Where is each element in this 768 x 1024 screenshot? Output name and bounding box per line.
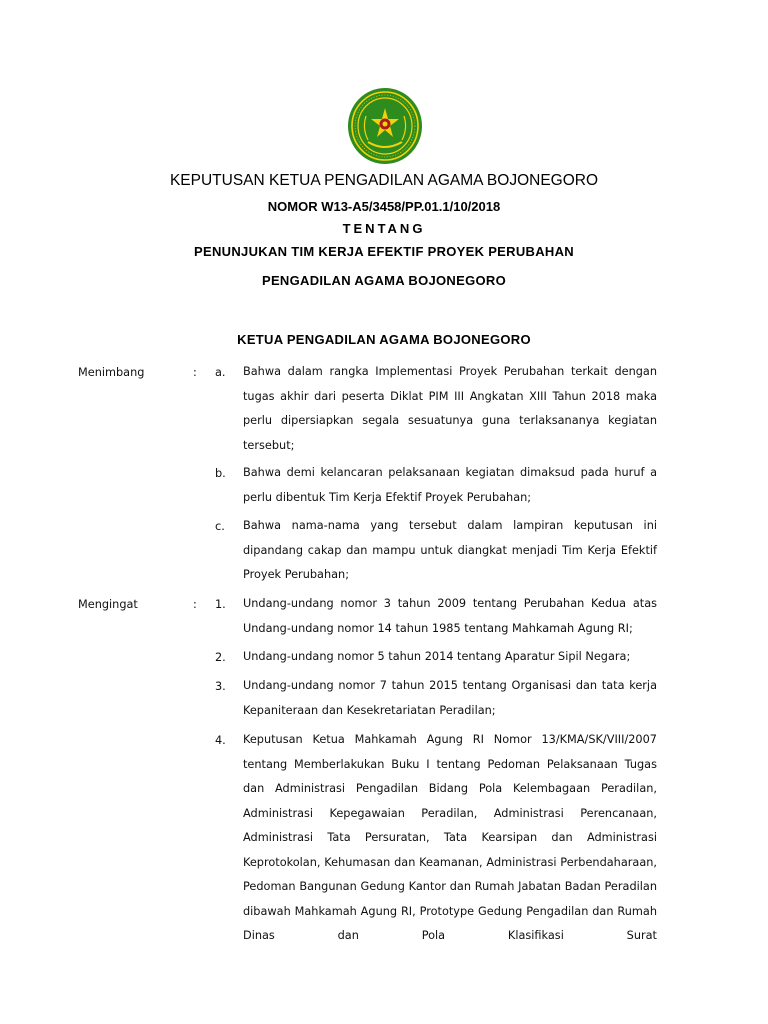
menimbang-label: Menimbang	[78, 366, 145, 379]
subject-line-1: PENUNJUKAN TIM KERJA EFEKTIF PROYEK PERUBAHAN	[194, 244, 574, 259]
mengingat-marker-1: 1.	[215, 598, 226, 611]
court-emblem-logo	[346, 86, 424, 166]
mengingat-marker-2: 2.	[215, 651, 226, 664]
mengingat-item-3: Undang-undang nomor 7 tahun 2015 tentang Organisasi dan tata kerja Kepaniteraan dan Kesekretariatan Peradilan;	[243, 679, 657, 717]
menimbang-marker-a: a.	[215, 366, 226, 379]
menimbang-item-a: Bahwa dalam rangka Implementasi Proyek Perubahan terkait dengan tugas akhir dari peserta Diklat PIM III Angkatan XIII Tahun 2018 maka perlu dipersiapkan segala sesuatunya guna terlaksananya kegiatan tersebut;	[243, 365, 657, 452]
mengingat-marker-4: 4.	[215, 734, 226, 747]
mengingat-item-4: Keputusan Ketua Mahkamah Agung RI Nomor 13/KMA/SK/VIII/2007 tentang Memberlakukan Buku I tentang Pedoman Pelaksanaan Tugas dan Administrasi Pengadilan Bidang Pola Kelembagaan Peradilan, Administrasi Kepegawaian Peradilan, Administrasi Perencanaan, Administrasi Tata Persuratan, Tata Kearsipan dan Administrasi Keprotokolan, Kehumasan dan Keamanan, Administrasi Perbendaharaan, Pedoman Bangunan Gedung Kantor dan Rumah Jabatan Badan Peradilan dibawah Mahkamah Agung RI, Prototype Gedung Pengadilan dan Rumah Dinas dan Pola Klasifikasi Surat	[243, 733, 657, 942]
issuer-heading: KETUA PENGADILAN AGAMA BOJONEGORO	[237, 332, 531, 347]
subject-line-2: PENGADILAN AGAMA BOJONEGORO	[261, 273, 507, 288]
mengingat-marker-3: 3.	[215, 680, 226, 693]
menimbang-item-b: Bahwa demi kelancaran pelaksanaan kegiatan dimaksud pada huruf a perlu dibentuk Tim Kerja Efektif Proyek Perubahan;	[243, 466, 657, 504]
mengingat-label: Mengingat	[78, 598, 138, 611]
mengingat-item-1: Undang-undang nomor 3 tahun 2009 tentang Perubahan Kedua atas Undang-undang nomor 14 tahun 1985 tentang Mahkamah Agung RI;	[243, 597, 657, 635]
decree-title: KEPUTUSAN KETUA PENGADILAN AGAMA BOJONEGORO	[169, 172, 599, 189]
menimbang-item-c: Bahwa nama-nama yang tersebut dalam lampiran keputusan ini dipandang cakap dan mampu untuk diangkat menjadi Tim Kerja Efektif Proyek Perubahan;	[243, 519, 657, 581]
decree-number: NOMOR W13-A5/3458/PP.01.1/10/2018	[267, 199, 501, 214]
tentang-heading: TENTANG	[342, 221, 426, 236]
menimbang-marker-b: b.	[215, 467, 226, 480]
mengingat-colon: :	[193, 598, 197, 611]
menimbang-colon: :	[193, 366, 197, 379]
menimbang-marker-c: c.	[215, 520, 225, 533]
mengingat-item-2: Undang-undang nomor 5 tahun 2014 tentang Aparatur Sipil Negara;	[243, 650, 631, 663]
